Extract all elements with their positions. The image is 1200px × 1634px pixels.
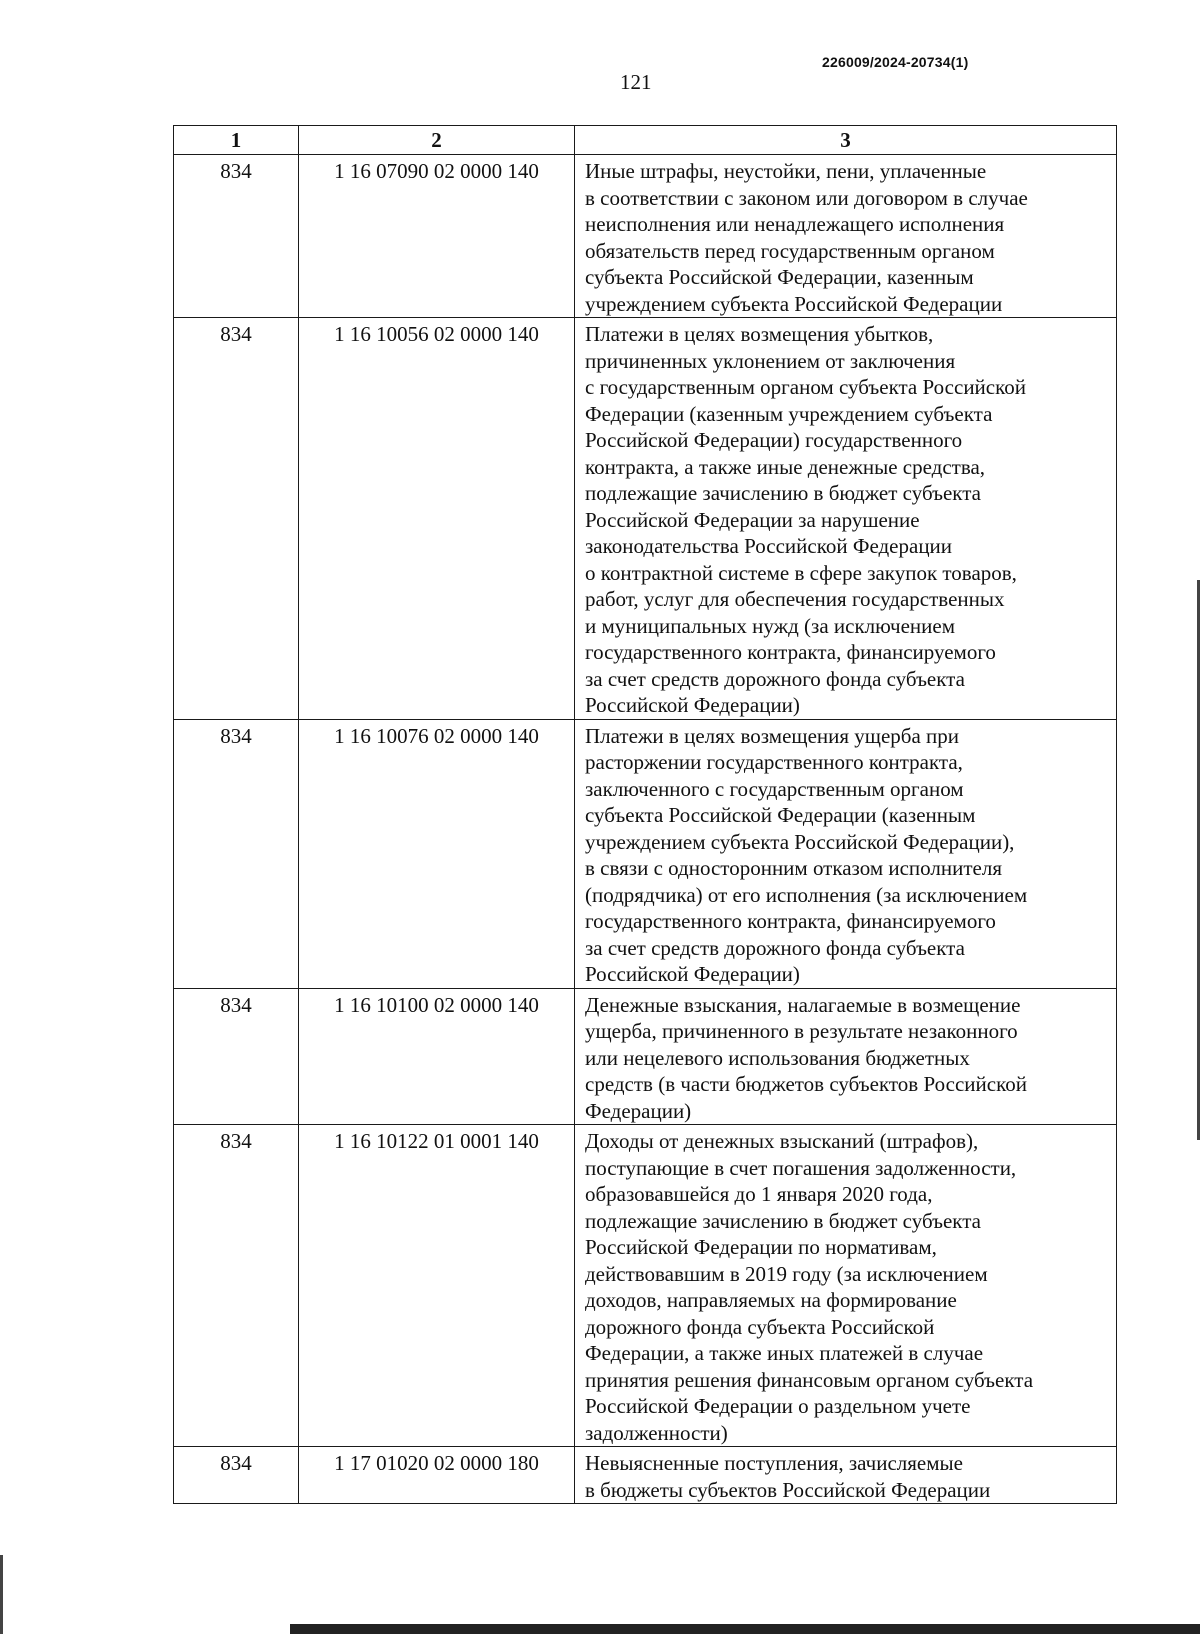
description-line: образовавшейся до 1 января 2020 года, — [585, 1182, 933, 1206]
admin-code-cell: 834 — [174, 1125, 299, 1447]
description-line: Федерации, а также иных платежей в случае — [585, 1341, 984, 1365]
admin-code-cell: 834 — [174, 1447, 299, 1504]
budget-classification-code-cell: 1 17 01020 02 0000 180 — [299, 1447, 575, 1504]
description-line: средств (в части бюджетов субъектов Российской — [585, 1072, 1027, 1096]
admin-code-cell: 834 — [174, 318, 299, 720]
table-row — [174, 155, 1117, 318]
description-line: субъекта Российской Федерации, казенным — [585, 265, 974, 289]
table-row — [174, 1447, 1117, 1504]
table-row — [174, 1125, 1117, 1447]
description-line: Федерации (казенным учреждением субъекта — [585, 401, 993, 426]
description-line: причиненных уклонением от заключения — [585, 348, 956, 373]
description-line: государственного контракта, финансируемого — [585, 640, 996, 664]
description-line: Платежи в целях возмещения убытков, — [585, 322, 934, 346]
description-line: Российской Федерации) — [585, 962, 800, 986]
description-line: заключенного с государственным органом — [585, 776, 964, 801]
table-row — [174, 719, 1117, 988]
budget-classification-code-cell: 1 16 10056 02 0000 140 — [299, 318, 575, 720]
description-line: с государственным органом субъекта Российской — [585, 375, 1026, 399]
description-line: в бюджеты субъектов Российской Федерации — [585, 1477, 991, 1502]
page-number: 121 — [620, 70, 652, 94]
revenue-description-cell — [575, 318, 1117, 720]
description-line: за счет средств дорожного фонда субъекта — [585, 935, 965, 960]
description-line: за счет средств дорожного фонда субъекта — [585, 666, 965, 691]
description-line: действовавшим в 2019 году (за исключением — [585, 1261, 988, 1286]
description-line: принятия решения финансовым органом субъекта — [585, 1367, 1034, 1392]
description-line: подлежащие зачислению в бюджет субъекта — [585, 1208, 981, 1233]
description-line: Иные штрафы, неустойки, пени, уплаченные — [585, 159, 987, 183]
scan-artifact-left-edge — [0, 1555, 3, 1634]
budget-codes-table — [173, 125, 1117, 1504]
description-line: государственного контракта, финансируемого — [585, 909, 996, 933]
description-line: о контрактной системе в сфере закупок товаров, — [585, 560, 1017, 585]
description-line: и муниципальных нужд (за исключением — [585, 613, 955, 638]
table-row — [174, 318, 1117, 720]
description-line: Российской Федерации о раздельном учете — [585, 1394, 971, 1418]
revenue-description-cell — [575, 719, 1117, 988]
revenue-description-cell — [575, 1447, 1117, 1504]
description-line: неисполнения или ненадлежащего исполнения — [585, 212, 1005, 236]
description-line: подлежащие зачислению в бюджет субъекта — [585, 481, 981, 505]
description-line: в соответствии с законом или договором в случае — [585, 185, 1028, 210]
description-line: задолженности) — [585, 1420, 728, 1445]
table-body — [174, 155, 1117, 1504]
description-line: законодательства Российской Федерации — [585, 534, 953, 558]
description-line: или нецелевого использования бюджетных — [585, 1045, 970, 1070]
scan-artifact-bottom-rule — [290, 1624, 1200, 1634]
description-line: в связи с односторонним отказом исполнителя — [585, 856, 1002, 880]
description-line: контракта, а также иные денежные средства, — [585, 454, 986, 479]
description-line: поступающие в счет погашения задолженности, — [585, 1155, 1017, 1180]
revenue-description-cell — [575, 155, 1117, 318]
description-line: Невыясненные поступления, зачисляемые — [585, 1451, 963, 1475]
budget-classification-code-cell: 1 16 07090 02 0000 140 — [299, 155, 575, 318]
description-line: обязательств перед государственным органом — [585, 238, 995, 263]
description-line: Платежи в целях возмещения ущерба при — [585, 723, 960, 748]
revenue-description-cell — [575, 988, 1117, 1125]
column-header-2: 2 — [299, 126, 575, 155]
description-line: Денежные взыскания, налагаемые в возмещение — [585, 992, 1021, 1017]
admin-code-cell: 834 — [174, 988, 299, 1125]
document-id: 226009/2024-20734(1) — [822, 54, 969, 70]
description-line: Российской Федерации) — [585, 693, 800, 717]
description-line: Российской Федерации за нарушение — [585, 507, 920, 532]
description-line: субъекта Российской Федерации (казенным — [585, 803, 976, 827]
description-line: учреждением субъекта Российской Федерации), — [585, 829, 1015, 854]
description-line: Российской Федерации) государственного — [585, 428, 963, 452]
table-header-row — [174, 126, 1117, 155]
description-line: (подрядчика) от его исполнения (за исключением — [585, 882, 1028, 907]
description-line: расторжении государственного контракта, — [585, 750, 963, 774]
column-header-1: 1 — [174, 126, 299, 155]
description-line: Федерации) — [585, 1098, 692, 1123]
budget-classification-code-cell: 1 16 10100 02 0000 140 — [299, 988, 575, 1125]
description-line: ущерба, причиненного в результате незаконного — [585, 1019, 1018, 1043]
description-line: Доходы от денежных взысканий (штрафов), — [585, 1129, 979, 1153]
budget-classification-code-cell: 1 16 10122 01 0001 140 — [299, 1125, 575, 1447]
description-line: Российской Федерации по нормативам, — [585, 1235, 937, 1259]
revenue-description-cell — [575, 1125, 1117, 1447]
column-header-3: 3 — [575, 126, 1117, 155]
description-line: доходов, направляемых на формирование — [585, 1288, 957, 1312]
admin-code-cell: 834 — [174, 155, 299, 318]
description-line: работ, услуг для обеспечения государственных — [585, 587, 1005, 611]
budget-classification-code-cell: 1 16 10076 02 0000 140 — [299, 719, 575, 988]
description-line: учреждением субъекта Российской Федерации — [585, 291, 1003, 316]
description-line: дорожного фонда субъекта Российской — [585, 1314, 935, 1339]
admin-code-cell: 834 — [174, 719, 299, 988]
table-row — [174, 988, 1117, 1125]
